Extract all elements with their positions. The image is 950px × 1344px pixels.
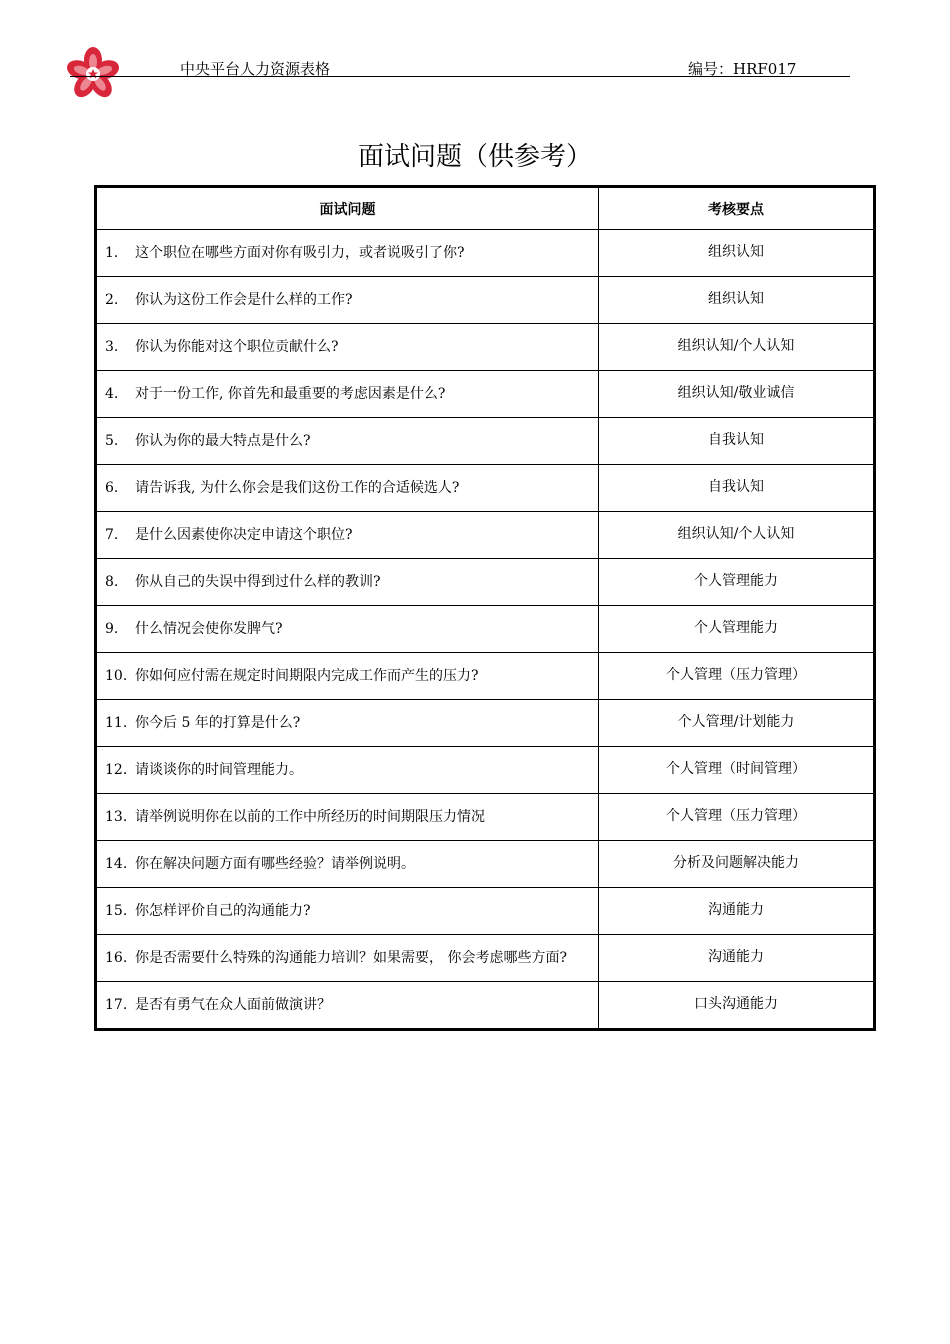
question-text: 请举例说明你在以前的工作中所经历的时间期限压力情况 (135, 809, 485, 825)
question-text: 你从自己的失误中得到过什么样的教训? (135, 574, 381, 590)
column-header-key-point: 考核要点 (599, 188, 874, 230)
question-number: 4. (105, 386, 119, 402)
table-row (97, 418, 874, 465)
table-row (97, 277, 874, 324)
page-title: 面试问题（供参考） (357, 142, 592, 172)
table-header-row (97, 188, 874, 230)
question-cell (97, 324, 599, 371)
question-number: 12. (105, 762, 128, 778)
question-cell (97, 982, 599, 1029)
key-point-cell: 个人管理能力 (599, 559, 874, 606)
table-row (97, 465, 874, 512)
question-number: 15. (105, 903, 128, 919)
question-cell (97, 935, 599, 982)
table-row (97, 747, 874, 794)
question-cell (97, 794, 599, 841)
question-cell (97, 559, 599, 606)
question-text: 你在解决问题方面有哪些经验？请举例说明。 (135, 856, 415, 872)
key-point-cell: 分析及问题解决能力 (599, 841, 874, 888)
question-cell (97, 371, 599, 418)
table-row (97, 371, 874, 418)
question-text: 你认为你的最大特点是什么? (135, 433, 311, 449)
header-divider (70, 76, 850, 77)
question-cell (97, 841, 599, 888)
question-number: 1. (105, 245, 119, 261)
question-text: 你认为这份工作会是什么样的工作? (135, 292, 353, 308)
table-row (97, 888, 874, 935)
question-number: 3. (105, 339, 119, 355)
question-number: 17. (105, 997, 128, 1013)
key-point-cell: 沟通能力 (599, 888, 874, 935)
org-title: 中央平台人力资源表格 (180, 60, 331, 78)
question-cell (97, 888, 599, 935)
question-number: 10. (105, 668, 128, 684)
question-text: 对于一份工作, 你首先和最重要的考虑因素是什么? (135, 386, 446, 402)
key-point-cell: 组织认知 (599, 277, 874, 324)
question-number: 11. (105, 715, 128, 731)
question-cell (97, 700, 599, 747)
question-text: 请谈谈你的时间管理能力。 (135, 762, 303, 778)
question-cell (97, 512, 599, 559)
question-number: 2. (105, 292, 119, 308)
question-text: 你认为你能对这个职位贡献什么? (135, 339, 339, 355)
table-row (97, 512, 874, 559)
table-row (97, 559, 874, 606)
key-point-cell: 个人管理（时间管理） (599, 747, 874, 794)
question-number: 13. (105, 809, 128, 825)
question-cell (97, 277, 599, 324)
question-cell (97, 653, 599, 700)
question-text: 是什么因素使你决定申请这个职位? (135, 527, 353, 543)
table-row (97, 700, 874, 747)
flower-logo-icon (66, 47, 120, 101)
table-row (97, 653, 874, 700)
question-cell (97, 465, 599, 512)
key-point-cell: 个人管理/计划能力 (599, 700, 874, 747)
key-point-cell: 沟通能力 (599, 935, 874, 982)
key-point-cell: 组织认知 (599, 230, 874, 277)
key-point-cell: 自我认知 (599, 418, 874, 465)
table-row (97, 230, 874, 277)
table-row (97, 324, 874, 371)
table-row (97, 841, 874, 888)
question-cell (97, 230, 599, 277)
question-number: 16. (105, 950, 128, 966)
column-header-question: 面试问题 (97, 188, 599, 230)
key-point-cell: 组织认知/敬业诚信 (599, 371, 874, 418)
question-number: 5. (105, 433, 119, 449)
table-row (97, 606, 874, 653)
question-number: 6. (105, 480, 119, 496)
question-number: 7. (105, 527, 119, 543)
key-point-cell: 个人管理能力 (599, 606, 874, 653)
question-text: 你今后 5 年的打算是什么? (135, 715, 301, 731)
key-point-cell: 个人管理（压力管理） (599, 794, 874, 841)
question-number: 14. (105, 856, 128, 872)
question-text: 请告诉我, 为什么你会是我们这份工作的合适候选人? (135, 480, 460, 496)
key-point-cell: 组织认知/个人认知 (599, 512, 874, 559)
key-point-cell: 口头沟通能力 (599, 982, 874, 1029)
table-row (97, 982, 874, 1029)
question-text: 你如何应付需在规定时间期限内完成工作而产生的压力? (135, 668, 479, 684)
question-cell (97, 747, 599, 794)
question-text: 你怎样评价自己的沟通能力? (135, 903, 311, 919)
key-point-cell: 个人管理（压力管理） (599, 653, 874, 700)
table-row (97, 935, 874, 982)
question-cell (97, 418, 599, 465)
question-text: 是否有勇气在众人面前做演讲？ (135, 997, 331, 1013)
question-cell (97, 606, 599, 653)
question-number: 9. (105, 621, 119, 637)
question-text: 什么情况会使你发脾气? (135, 621, 283, 637)
question-text: 你是否需要什么特殊的沟通能力培训？如果需要， 你会考虑哪些方面? (135, 950, 567, 966)
question-text: 这个职位在哪些方面对你有吸引力，或者说吸引了你? (135, 245, 465, 261)
form-code: 编号：HRF017 (688, 60, 797, 78)
interview-table (94, 185, 876, 1031)
table-row (97, 794, 874, 841)
question-number: 8. (105, 574, 119, 590)
key-point-cell: 组织认知/个人认知 (599, 324, 874, 371)
key-point-cell: 自我认知 (599, 465, 874, 512)
